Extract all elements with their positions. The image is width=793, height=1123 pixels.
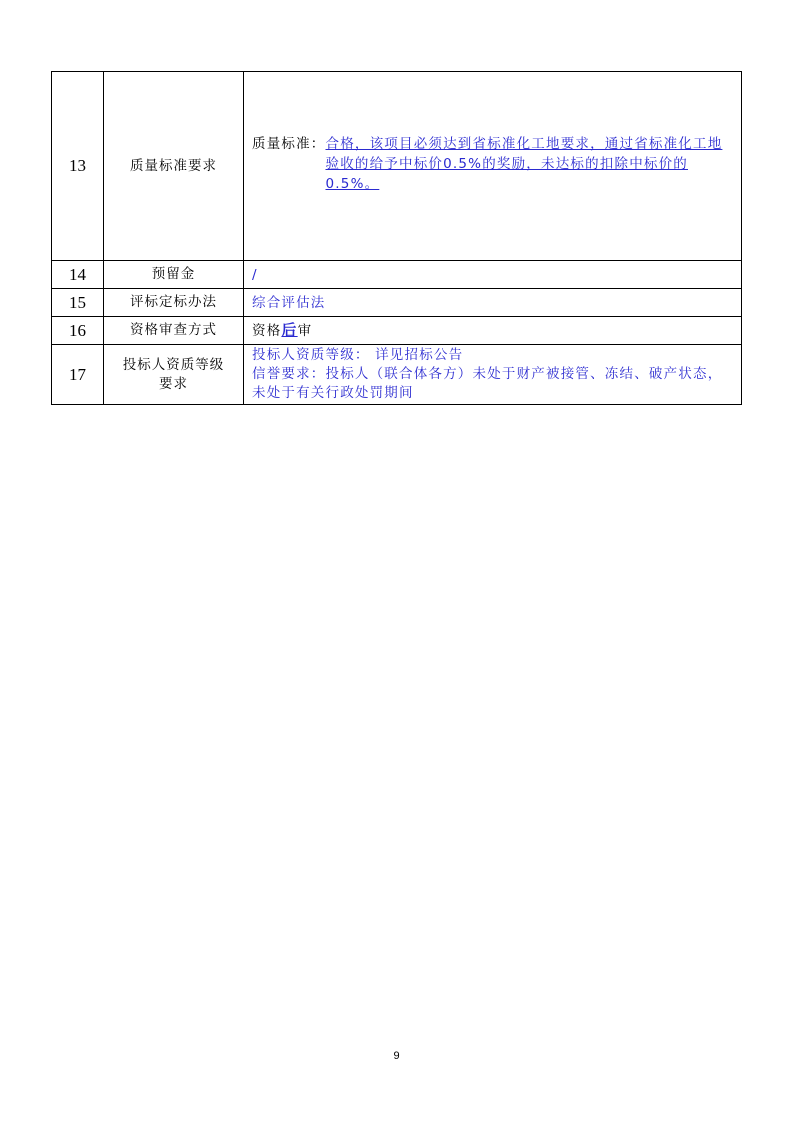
quality-text: 合格，该项目必须达到省标准化工地要求，通过省标准化工地验收的给予中标价0.5%的奖励，未达标的扣除中标价的0.5%。 — [325, 136, 723, 192]
item-name: 评标定标办法 — [104, 289, 244, 317]
row-number: 15 — [52, 289, 104, 317]
item-name: 质量标准要求 — [104, 72, 244, 261]
table-row — [52, 345, 742, 405]
row-number: 14 — [52, 261, 104, 289]
table-row — [52, 261, 742, 289]
row-number: 16 — [52, 317, 104, 345]
row-number: 17 — [52, 345, 104, 405]
tender-info-table — [51, 71, 742, 405]
page-number: 9 — [393, 1050, 400, 1062]
qualification-level: 投标人资质等级： 详见招标公告 — [252, 347, 464, 363]
item-content — [244, 72, 742, 261]
table-row — [52, 289, 742, 317]
item-content: 综合评估法 — [244, 289, 742, 317]
item-name: 预留金 — [104, 261, 244, 289]
credit-requirement: 信誉要求：投标人（联合体各方）未处于财产被接管、冻结、破产状态，未处于有关行政处罚期间 — [252, 366, 723, 401]
item-name-line1: 投标人资质等级 — [122, 356, 225, 373]
content-prefix: 资格 — [252, 323, 282, 339]
quality-standard — [252, 134, 733, 194]
row-number: 13 — [52, 72, 104, 261]
content-emphasis: 后 — [281, 321, 298, 339]
content-suffix: 审 — [297, 323, 313, 339]
item-name — [104, 345, 244, 405]
item-name-line2: 要求 — [159, 375, 188, 392]
item-content — [244, 345, 742, 405]
quality-label: 质量标准： — [252, 136, 326, 152]
item-content — [244, 317, 742, 345]
item-name: 资格审查方式 — [104, 317, 244, 345]
table-row — [52, 72, 742, 261]
table-row — [52, 317, 742, 345]
item-content: / — [244, 261, 742, 289]
